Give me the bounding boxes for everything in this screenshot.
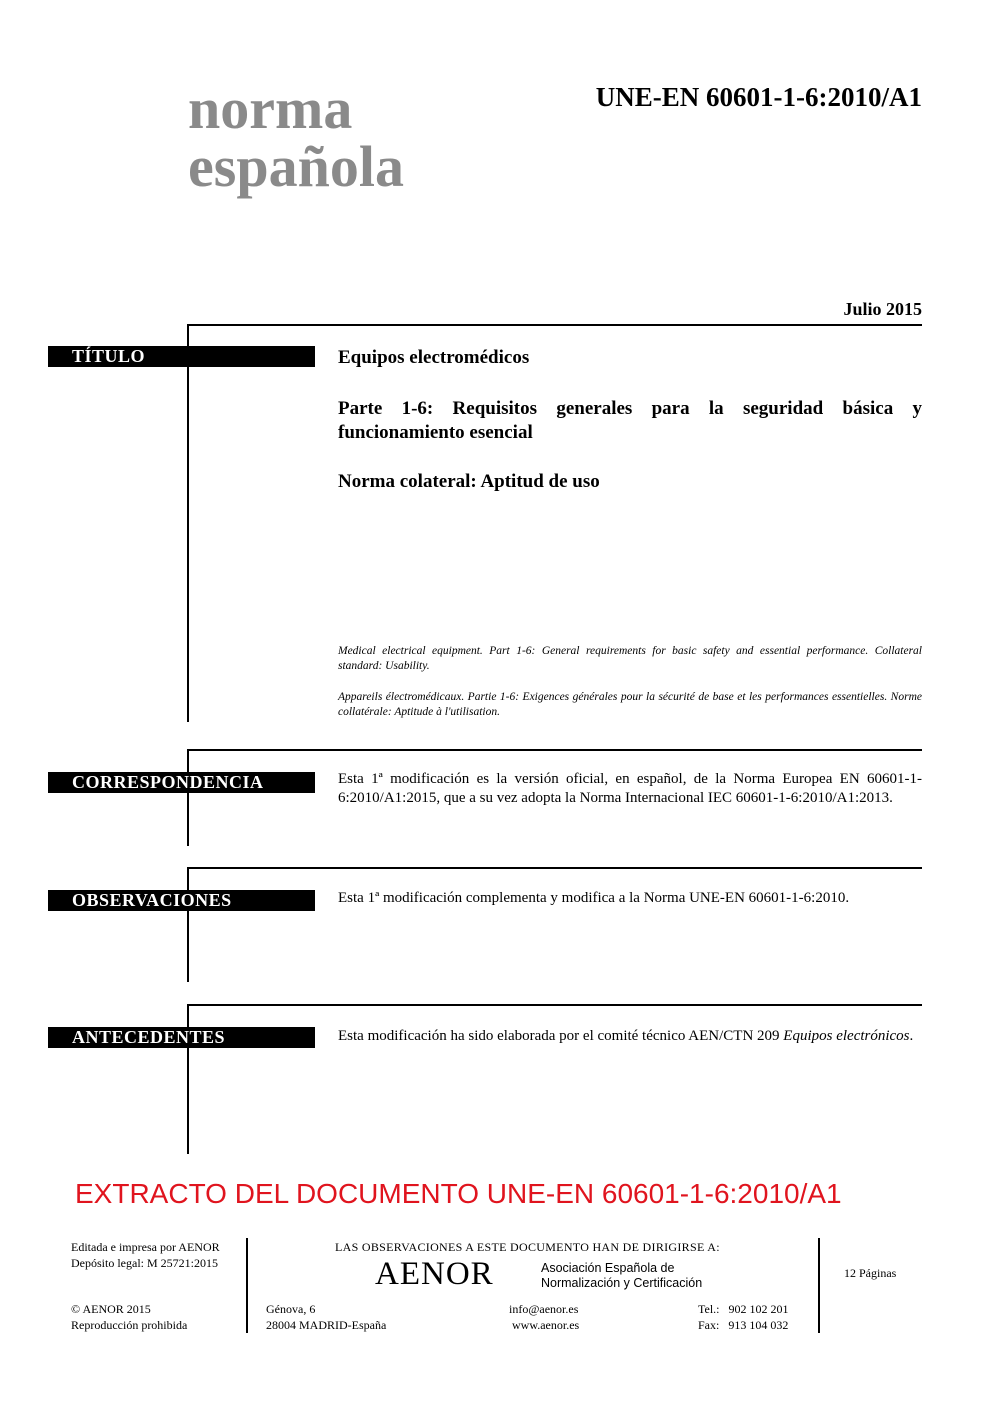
brand-line-1: norma [188, 76, 353, 141]
title-collateral: Norma colateral: Aptitud de uso [338, 471, 600, 492]
footer-pages: 12 Páginas [844, 1266, 897, 1280]
brand-title [188, 76, 404, 199]
footer-web[interactable]: www.aenor.es [512, 1318, 580, 1332]
footer-rule-left [246, 1238, 248, 1333]
standard-code: UNE-EN 60601-1-6:2010/A1 [595, 82, 922, 112]
title-main: Equipos electromédicos [338, 347, 530, 368]
footer-address-2: 28004 MADRID-España [266, 1318, 387, 1332]
vertical-rule-correspondencia [187, 749, 189, 846]
footer-copyright: © AENOR 2015 [71, 1302, 151, 1316]
brand-line-2: española [188, 134, 404, 199]
divider-observaciones [188, 867, 922, 869]
footer-rule-right [818, 1238, 820, 1333]
title-english: Medical electrical equipment. Part 1-6: General requirements for basic safety and essential performance. Collateral standard: Usability. [338, 645, 922, 672]
label-antecedentes: ANTECEDENTES [48, 1027, 315, 1048]
footer-deposit: Depósito legal: M 25721:2015 [71, 1256, 218, 1270]
footer-reproduction: Reproducción prohibida [71, 1318, 188, 1332]
aenor-full-name-line-2: Normalización y Certificación [541, 1276, 703, 1290]
antecedentes-text-italic: Equipos electrónicos [783, 1028, 910, 1044]
divider-antecedentes [188, 1004, 922, 1006]
divider-titulo [188, 324, 922, 326]
footer-address-1: Génova, 6 [266, 1302, 316, 1316]
aenor-full-name [541, 1261, 702, 1291]
vertical-rule-titulo [187, 324, 189, 722]
correspondencia-text: Esta 1ª modificación es la versión oficial, en español, de la Norma Europea EN 60601-1-6:2010/A1:2015, que a su vez adopta la Norma Internacional IEC 60601-1-6:2010/A1:2013. [338, 771, 922, 806]
extract-banner: EXTRACTO DEL DOCUMENTO UNE-EN 60601-1-6:2010/A1 [75, 1178, 842, 1209]
footer-email[interactable]: info@aenor.es [509, 1302, 579, 1316]
vertical-rule-observaciones [187, 867, 189, 982]
footer-observations: LAS OBSERVACIONES A ESTE DOCUMENTO HAN DE DIRIGIRSE A: [335, 1240, 720, 1254]
label-observaciones: OBSERVACIONES [48, 890, 315, 911]
aenor-logo-text: AENOR [375, 1256, 494, 1292]
footer-fax: Fax: 913 104 032 [698, 1318, 789, 1332]
label-correspondencia: CORRESPONDENCIA [48, 772, 315, 793]
antecedentes-text-end: . [909, 1028, 914, 1044]
footer-tel: Tel.: 902 102 201 [698, 1302, 789, 1316]
publication-date: Julio 2015 [843, 299, 922, 319]
title-french: Appareils électromédicaux. Partie 1-6: Exigences générales pour la sécurité de base et les performances essentielles. Norme collatérale: Aptitude à l'utilisation. [338, 691, 922, 718]
observaciones-text: Esta 1ª modificación complementa y modifica a la Norma UNE-EN 60601-1-6:2010. [338, 890, 850, 906]
aenor-full-name-line-1: Asociación Española de [541, 1261, 675, 1275]
footer-edited: Editada e impresa por AENOR [71, 1240, 220, 1254]
antecedentes-text-plain: Esta modificación ha sido elaborada por el comité técnico AEN/CTN 209 [338, 1028, 784, 1044]
label-titulo: TÍTULO [48, 346, 315, 367]
divider-correspondencia [188, 749, 922, 751]
title-part: Parte 1-6: Requisitos generales para la seguridad básica y funcionamiento esencial [338, 398, 922, 443]
antecedentes-text [338, 1027, 922, 1046]
